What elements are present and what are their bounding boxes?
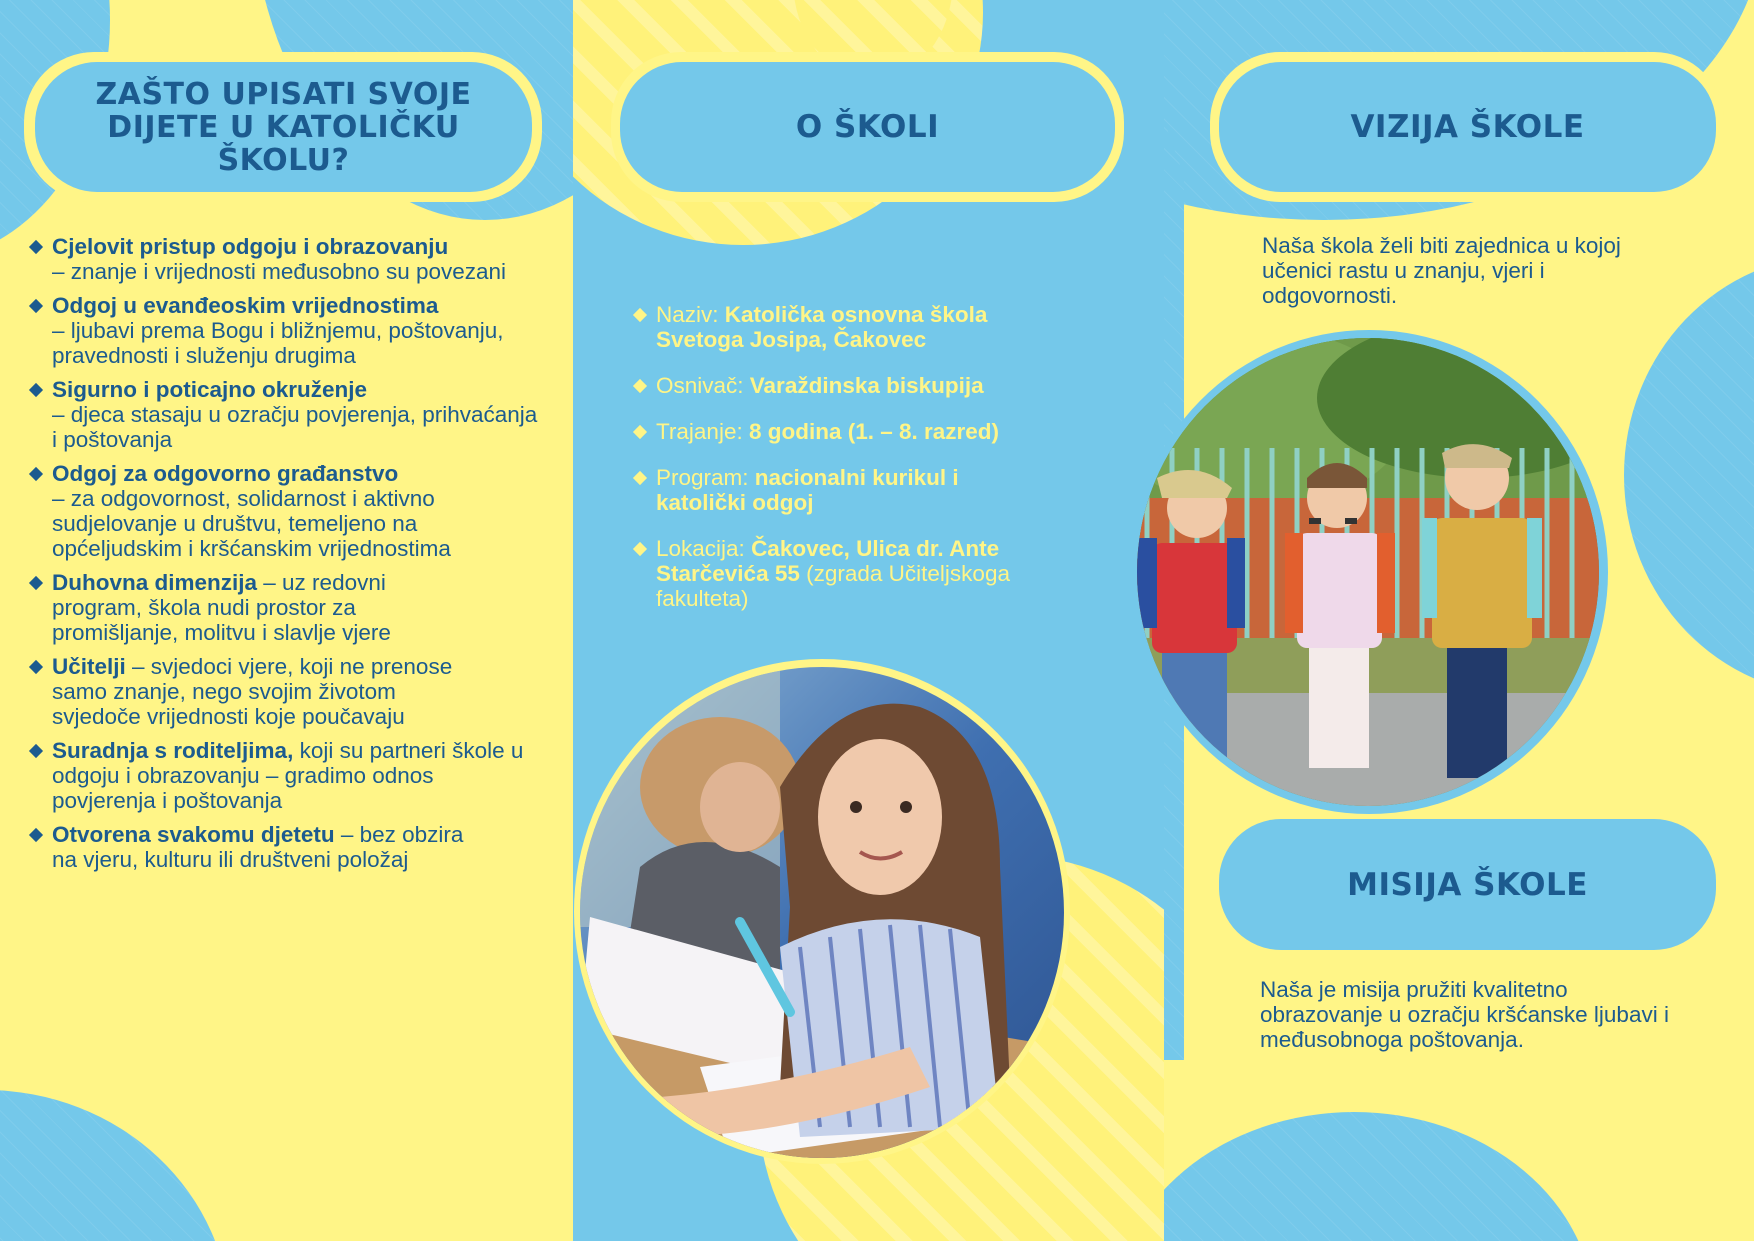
girl-drawing-photo-image (580, 667, 1064, 1158)
about-title: O ŠKOLI (620, 62, 1115, 192)
list-item (28, 293, 548, 368)
why-title-line: ZAŠTO UPISATI SVOJE (95, 76, 472, 112)
photo-illustration (580, 667, 1064, 1158)
school-info-list (632, 302, 1102, 632)
list-item (28, 377, 548, 452)
item-text: – bez obzira na vjeru, kulturu ili društveni položaj (52, 822, 464, 872)
info-value: nacionalni kurikul i katolički odgoj (656, 465, 959, 515)
item-bold: Otvorena svakomu djetetu (52, 822, 335, 847)
info-item (632, 465, 1032, 515)
why-title-line: ŠKOLU? (217, 142, 350, 178)
info-item (632, 419, 1102, 444)
info-label: Osnivač: (656, 373, 750, 398)
bullet-diamond-icon (29, 660, 43, 674)
item-text: – uz redovni program, škola nudi prostor za promišljanje, molitvu i slavlje vjere (52, 570, 391, 645)
bullet-diamond-icon (29, 240, 43, 254)
why-title-line: DIJETE U KATOLIČKU (107, 109, 460, 145)
bullet-diamond-icon (29, 467, 43, 481)
photo-illustration (1137, 338, 1599, 806)
info-item (632, 536, 1102, 611)
item-text: koji su partneri škole u odgoju i obrazovanju – gradimo odnos povjerenja i poštovanja (52, 738, 524, 813)
info-value: 8 godina (1. – 8. razred) (748, 419, 1000, 444)
bullet-diamond-icon (633, 425, 647, 439)
bg-shape (0, 1090, 230, 1241)
list-item (28, 461, 548, 561)
item-bold: Učitelji (52, 654, 126, 679)
bullet-diamond-icon (633, 308, 647, 322)
item-bold: Odgoj za odgovorno građanstvo (52, 461, 399, 486)
info-label: Lokacija: (656, 536, 752, 561)
bg-shape (1624, 255, 1754, 695)
item-bold: Sigurno i poticajno okruženje (52, 377, 368, 402)
item-bold: Suradnja s roditeljima, (52, 738, 294, 763)
mission-text: Naša je misija pružiti kvalitetno obrazovanje u ozračju kršćanske ljubavi i međusobnoga poštovanja. (1260, 977, 1669, 1052)
vision-text: Naša škola želi biti zajednica u kojoj učenici rastu u znanju, vjeri i odgovornosti. (1262, 233, 1621, 308)
list-item (28, 822, 488, 872)
info-suffix: (zgrada Učiteljskoga fakulteta) (656, 561, 1010, 611)
bullet-diamond-icon (29, 383, 43, 397)
info-label: Program: (656, 465, 755, 490)
info-item (632, 373, 1102, 398)
info-label: Trajanje: (656, 419, 749, 444)
reasons-list (28, 234, 548, 881)
list-item (28, 234, 548, 284)
bg-shape (1164, 1112, 1594, 1241)
item-text: – za odgovornost, solidarnost i aktivno sudjelovanje u društvu, temeljeno na općeljudskim i kršćanskim vrijednostima (52, 486, 451, 561)
item-bold: Cjelovit pristup odgoju i obrazovanju (52, 234, 449, 259)
list-item (28, 654, 468, 729)
item-bold: Odgoj u evanđeoskim vrijednostima (52, 293, 439, 318)
bullet-diamond-icon (29, 299, 43, 313)
item-bold: Duhovna dimenzija (52, 570, 258, 595)
info-item (632, 302, 1032, 352)
children-running-photo-image (1137, 338, 1599, 806)
bullet-diamond-icon (29, 576, 43, 590)
list-item (28, 738, 543, 813)
info-value: Varaždinska biskupija (749, 373, 984, 398)
item-text: – ljubavi prema Bogu i bližnjemu, poštovanju, pravednosti i služenju drugima (52, 318, 504, 368)
mission-title: MISIJA ŠKOLE (1219, 819, 1716, 950)
bullet-diamond-icon (29, 744, 43, 758)
info-value: Katolička osnovna škola Svetoga Josipa, Čakovec (656, 302, 988, 352)
bullet-diamond-icon (29, 828, 43, 842)
item-text: – znanje i vrijednosti međusobno su povezani (52, 259, 507, 284)
vision-title: VIZIJA ŠKOLE (1219, 62, 1716, 192)
item-text: – djeca stasaju u ozračju povjerenja, prihvaćanja i poštovanja (52, 402, 538, 452)
info-label: Naziv: (656, 302, 725, 327)
info-value: Čakovec, Ulica dr. Ante Starčevića 55 (656, 536, 1000, 586)
bullet-diamond-icon (633, 542, 647, 556)
bullet-diamond-icon (633, 379, 647, 393)
why-title (35, 62, 532, 192)
list-item (28, 570, 468, 645)
bullet-diamond-icon (633, 471, 647, 485)
item-text: – svjedoci vjere, koji ne prenose samo znanje, nego svojim životom svjedoče vrijednosti koje poučavaju (52, 654, 453, 729)
